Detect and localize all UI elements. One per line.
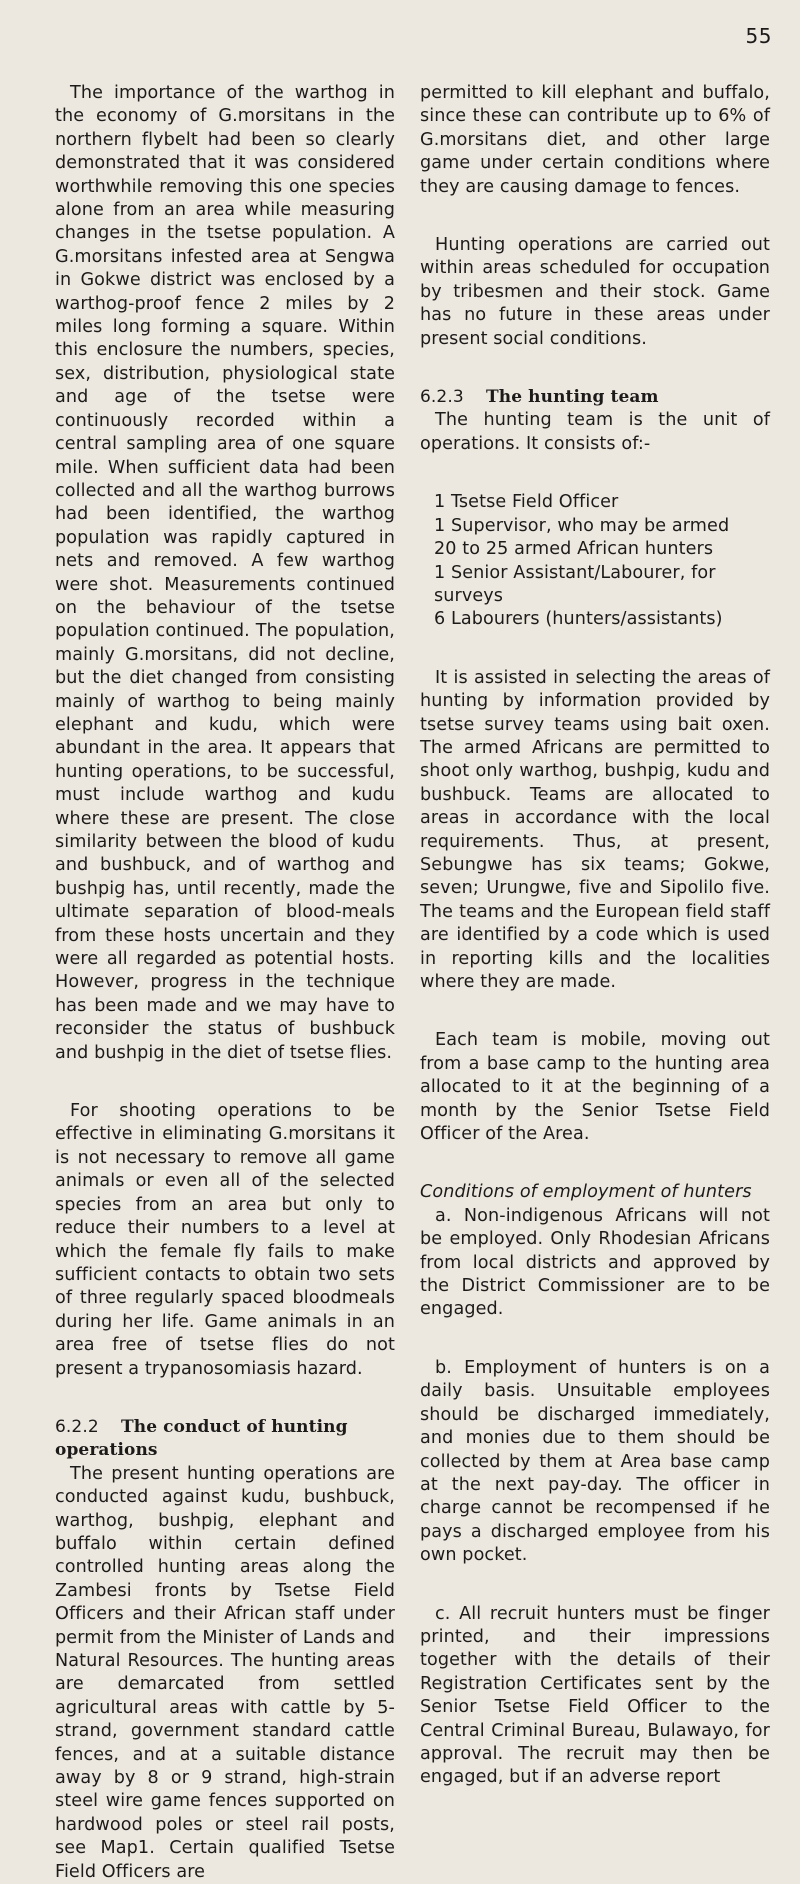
section-number: 6.2.3 <box>420 387 464 408</box>
paragraph-team-mobile: Each team is mobile, moving out from a base camp to the hunting area allocated to it at the beginning of a month by the Senior Tsetse Field Officer of the Area. <box>420 1030 770 1145</box>
paragraph-gap <box>420 351 770 386</box>
subheading-employment-conditions: Conditions of employment of hunters <box>420 1182 752 1203</box>
paragraph-gap <box>420 199 770 234</box>
paragraph-warthog-importance: The importance of the warthog in the economy of G.morsitans in the northern flybelt had been so clearly demonstrated that it was considered worthwhile removing this one species alone from an area while measuring changes in the tsetse population. A G.morsitans infested area at Sengwa in Gokwe district was enclosed by a warthog-proof fence 2 miles by 2 miles long forming a square. Within this enclosure the numbers, species, sex, distribution, physiological state and age of the tsetse were continuously recorded within a central sampling area of one square mile. When sufficient data had been collected and all the warthog burrows had been identified, the warthog population was rapidly captured in nets and removed. A few warthog were shot. Measurements continued on the behaviour of the tsetse population continued. The population, mainly G.morsitans, did not decline, but the diet changed from consisting mainly of warthog to being mainly elephant and kudu, which were abundant in the area. It appears that hunting operations, to be successful, must include warthog and kudu where these are present. The close similarity between the blood of kudu and bushbuck, and of warthog and bushpig has, until recently, made the ultimate separation of blood-meals from these hosts uncertain and they were all regarded as potential hosts. However, progress in the technique has been made and we may have to reconsider the status of bushbuck and bushpig in the diet of tsetse flies. <box>55 83 395 1063</box>
paragraph-team-unit: The hunting team is the unit of operations. It consists of:- <box>420 410 770 454</box>
paragraph-gap <box>55 1065 395 1100</box>
section-title: The hunting team <box>486 387 659 408</box>
section-title: The conduct of hunting operations <box>55 1416 348 1461</box>
team-composition-list <box>420 491 770 631</box>
paragraph-gap <box>420 456 770 491</box>
paragraph-gap <box>420 1146 770 1181</box>
paragraph-gap <box>420 1568 770 1603</box>
list-item: 1 Senior Assistant/Labourer, for surveys <box>434 562 716 606</box>
paragraph-continued: permitted to kill elephant and buffalo, since these can contribute up to 6% of G.morsitans diet, and other large game under certain conditions where they are causing damage to fences. <box>420 83 770 197</box>
paragraph-shooting-operations: For shooting operations to be effective in eliminating G.morsitans it is not necessary to remove all game animals or even all of the selected species from an area but only to reduce their numbers to a level at which the female fly fails to make sufficient contacts to obtain two sets of three regularly spaced bloodmeals during her life. Game animals in an area free of tsetse flies do not present a trypanosomiasis hazard. <box>55 1101 395 1379</box>
left-column <box>55 82 395 1884</box>
paragraph-gap <box>420 1322 770 1357</box>
paragraph-gap <box>55 1381 395 1416</box>
section-heading-6-2-3 <box>420 386 770 409</box>
list-item: 1 Tsetse Field Officer <box>434 492 619 513</box>
paragraph-gap <box>420 994 770 1029</box>
list-item: 6 Labourers (hunters/assistants) <box>434 609 723 630</box>
section-number: 6.2.2 <box>55 1416 99 1437</box>
paragraph-hunting-operations: Hunting operations are carried out within areas scheduled for occupation by tribesmen and their stock. Game has no future in these areas under present social conditions. <box>420 235 770 349</box>
paragraph-present-hunting: The present hunting operations are conducted against kudu, bushbuck, warthog, bushpig, elephant and buffalo within certain defined controlled hunting areas along the Zambesi fronts by Tsetse Field Officers and their African staff under permit from the Minister of Lands and Natural Resources. The hunting areas are demarcated from settled agricultural areas with cattle by 5-strand, government standard cattle fences, and at a suitable distance away by 8 or 9 strand, high-strain steel wire game fences supported on hardwood poles or steel rail posts, see Map1. Certain qualified Tsetse Field Officers are <box>55 1463 395 1882</box>
paragraph-condition-b: b. Employment of hunters is on a daily basis. Unsuitable employees should be discharged immediately, and monies due to them should be collected by them at Area base camp at the next pay-day. The officer in charge cannot be recompensed if he pays a discharged employee from his own pocket. <box>420 1357 770 1566</box>
paragraph-condition-a: a. Non-indigenous Africans will not be employed. Only Rhodesian Africans from local districts and approved by the District Commissioner are to be engaged. <box>420 1205 770 1320</box>
paragraph-team-assistance: It is assisted in selecting the areas of hunting by information provided by tsetse survey teams using bait oxen. The armed Africans are permitted to shoot only warthog, bushpig, kudu and bushbuck. Teams are allocated to areas in accordance with the local requirements. Thus, at present, Sebungwe has six teams; Gokwe, seven; Urungwe, five and Sipolilo five. The teams and the European field staff are identified by a code which is used in reporting kills and the localities where they are made. <box>420 667 770 992</box>
list-item: 20 to 25 armed African hunters <box>434 539 714 560</box>
paragraph-gap <box>420 632 770 667</box>
right-column <box>420 82 770 1790</box>
section-heading-6-2-2 <box>55 1416 395 1463</box>
list-item: 1 Supervisor, who may be armed <box>434 515 730 536</box>
paragraph-condition-c: c. All recruit hunters must be finger printed, and their impressions together with the details of their Registration Certificates sent by the Senior Tsetse Field Officer to the Central Criminal Bureau, Bulawayo, for approval. The recruit may then be engaged, but if an adverse report <box>420 1603 770 1788</box>
page-number: 55 <box>745 24 772 48</box>
